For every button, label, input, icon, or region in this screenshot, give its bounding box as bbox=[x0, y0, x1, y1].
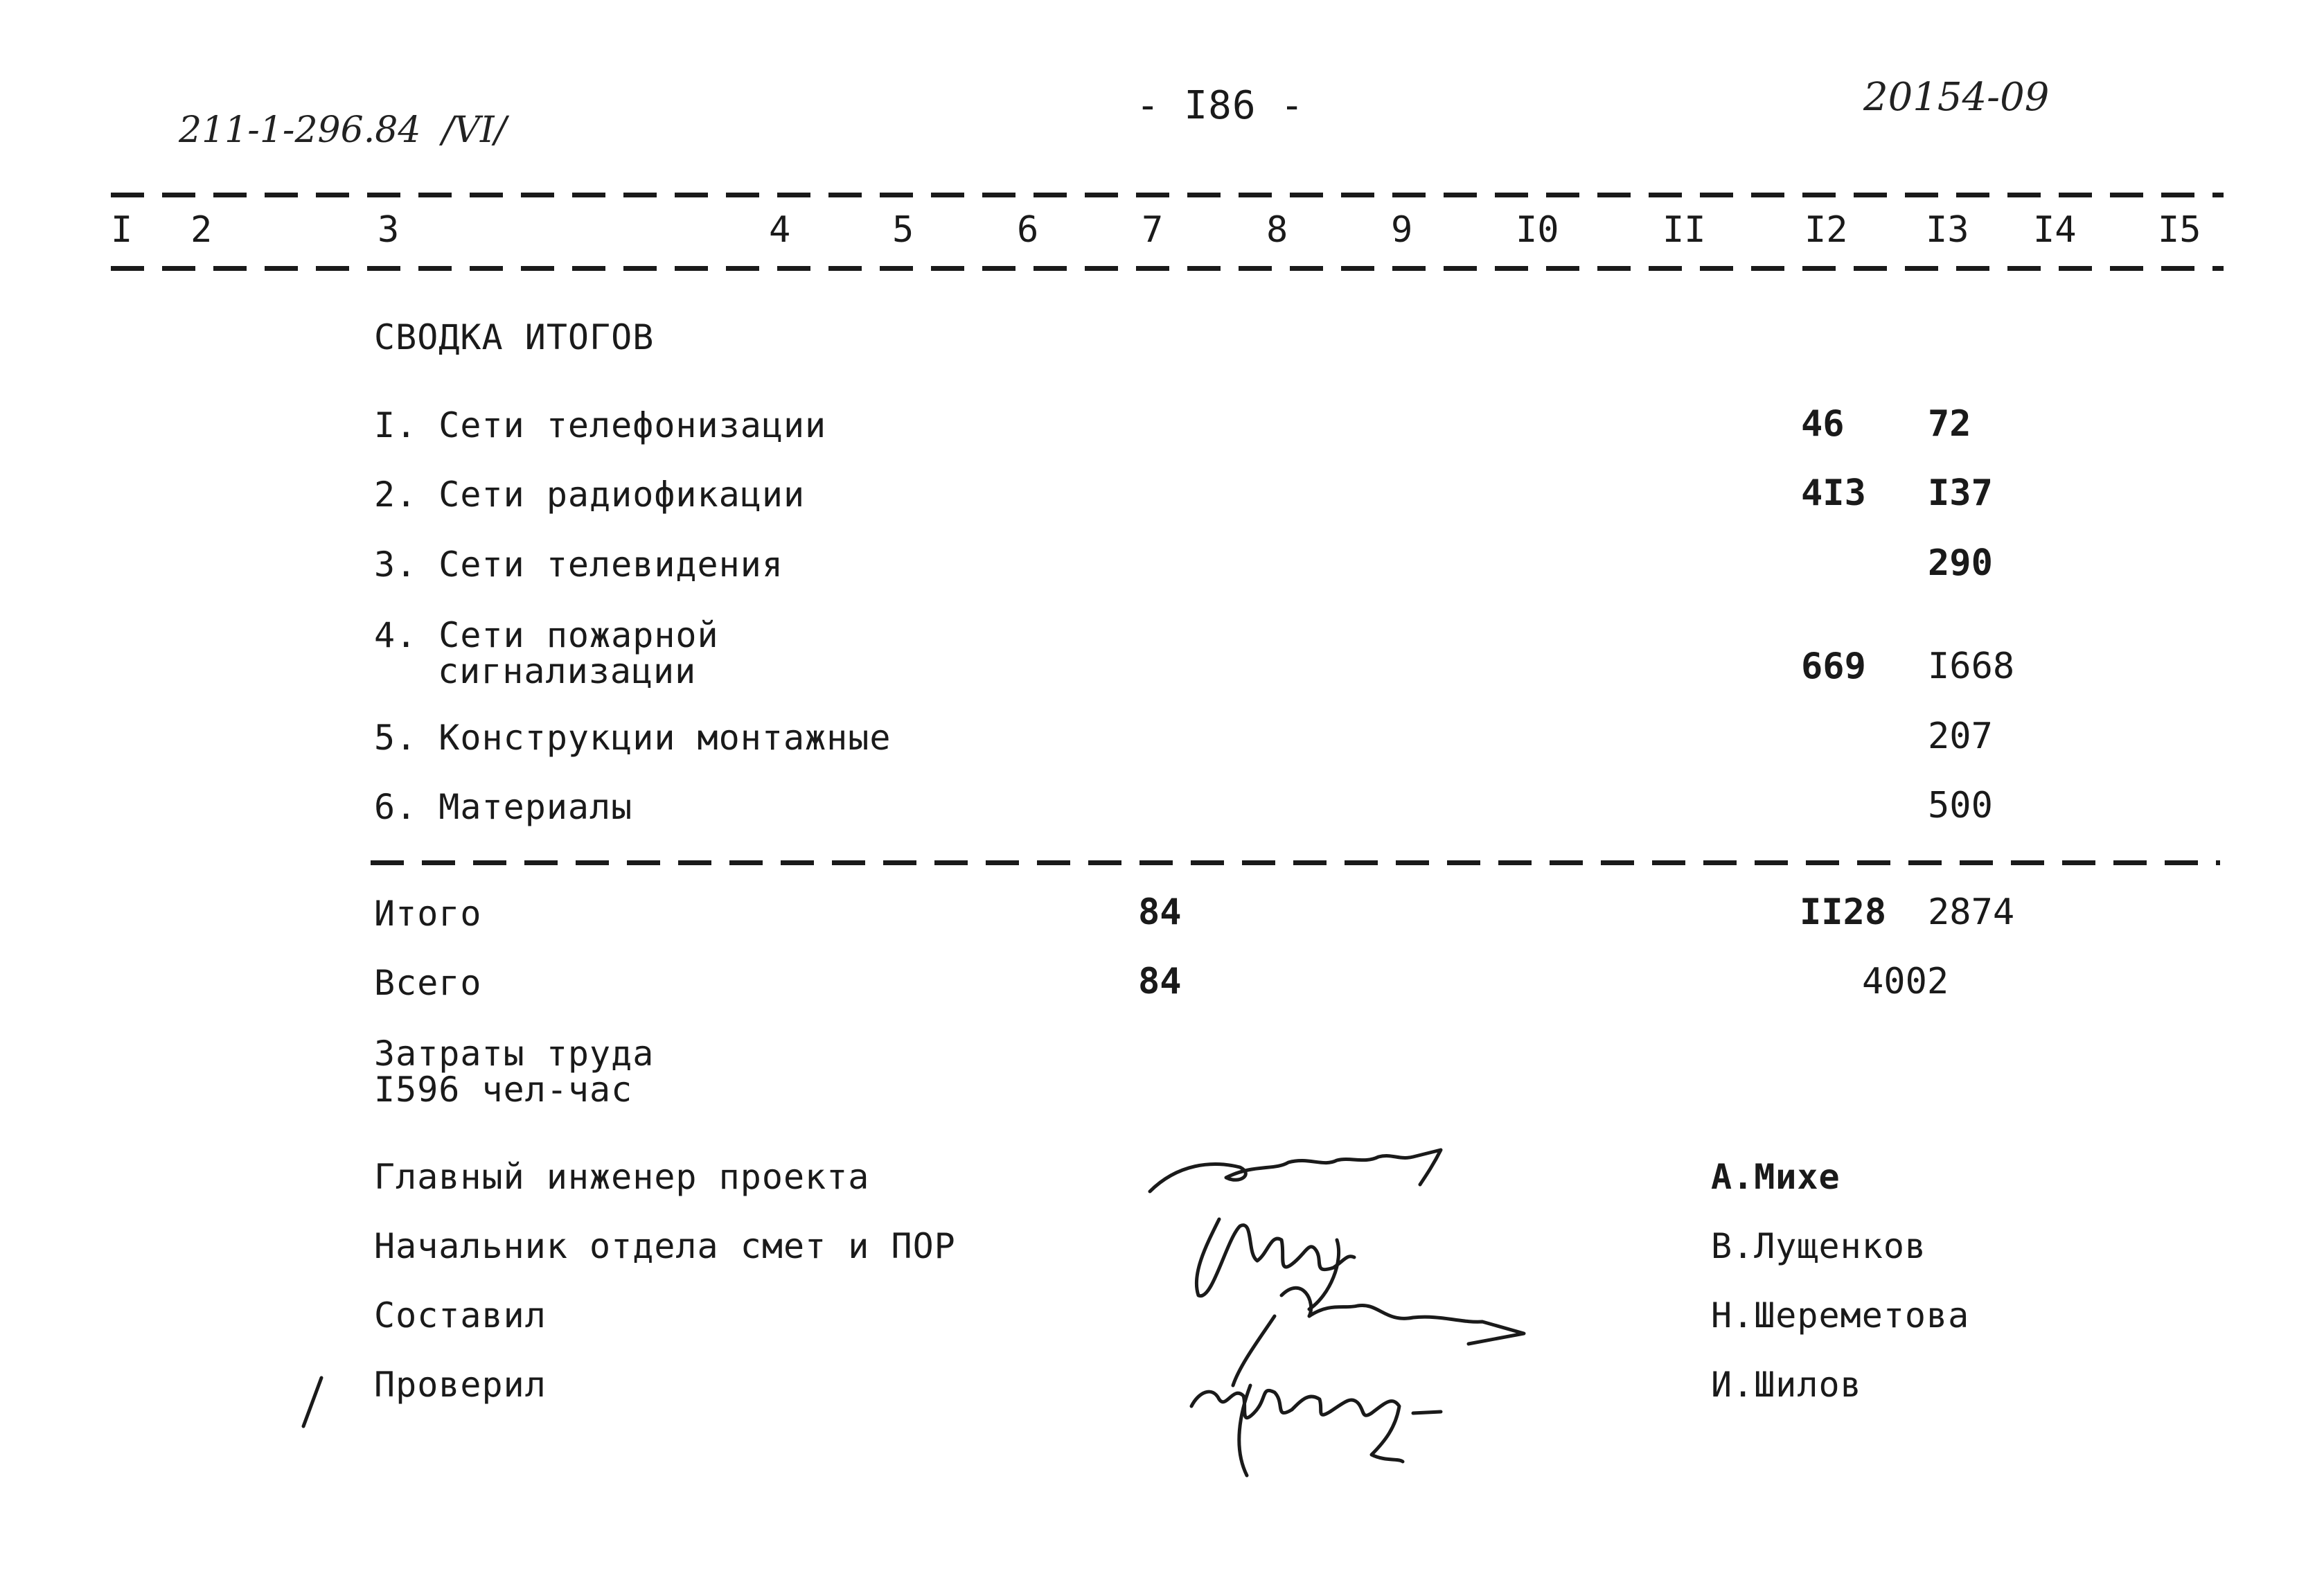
summary-item-col13: I668 bbox=[1928, 646, 2015, 687]
summary-item-label-continued: сигнализации bbox=[438, 651, 697, 691]
vsego-col7: 84 bbox=[1138, 961, 1182, 1002]
column-number-7: 7 bbox=[1142, 209, 1164, 251]
column-number-9: 9 bbox=[1391, 209, 1413, 251]
summary-item-label: 2. Сети радиофикации bbox=[374, 475, 806, 515]
signature-name: В.Лущенков bbox=[1711, 1226, 1927, 1266]
summary-item-label: I. Сети телефонизации bbox=[374, 405, 827, 445]
vsego-total: 4002 bbox=[1862, 961, 1949, 1002]
summary-item-col12: 4I3 bbox=[1801, 472, 1866, 514]
summary-item-col13: 500 bbox=[1928, 785, 1993, 826]
summary-item-label: 6. Материалы bbox=[374, 787, 633, 827]
column-number-3: 3 bbox=[378, 209, 400, 251]
itogo-col13: 2874 bbox=[1928, 892, 2015, 933]
signature-role: Проверил bbox=[374, 1365, 547, 1405]
column-number-13: I3 bbox=[1926, 209, 1969, 251]
itogo-label: Итого bbox=[374, 894, 482, 934]
summary-item-label: 3. Сети телевидения bbox=[374, 544, 783, 585]
signature-role: Начальник отдела смет и ПОР bbox=[374, 1226, 956, 1266]
column-number-8: 8 bbox=[1266, 209, 1288, 251]
itogo-col12: II28 bbox=[1800, 892, 1887, 933]
column-number-2: 2 bbox=[190, 209, 213, 251]
itogo-col7: 84 bbox=[1138, 892, 1182, 933]
column-number-6: 6 bbox=[1017, 209, 1039, 251]
vsego-label: Всего bbox=[374, 963, 482, 1003]
summary-item-col13: 290 bbox=[1928, 542, 1993, 584]
summary-item-col13: I37 bbox=[1928, 472, 1993, 514]
header-bottom-rule bbox=[111, 266, 2224, 271]
signature-role: Составил bbox=[374, 1295, 547, 1336]
column-number-12: I2 bbox=[1804, 209, 1848, 251]
summary-title: СВОДКА ИТОГОВ bbox=[374, 317, 655, 357]
column-number-11: II bbox=[1662, 209, 1706, 251]
labor-cost-line1: Затраты труда bbox=[374, 1034, 655, 1074]
totals-rule bbox=[371, 860, 2220, 865]
document-code-mark: /VI/ bbox=[441, 109, 507, 151]
check-mark bbox=[298, 1375, 326, 1430]
signature-name: А.Михе bbox=[1711, 1157, 1840, 1197]
summary-item-label: 4. Сети пожарной bbox=[374, 615, 719, 655]
column-number-10: I0 bbox=[1516, 209, 1559, 251]
archive-number: 20154-09 bbox=[1863, 75, 2050, 120]
summary-item-col13: 72 bbox=[1928, 403, 1971, 445]
column-number-15: I5 bbox=[2158, 209, 2201, 251]
summary-item-col13: 207 bbox=[1928, 716, 1993, 757]
signature-name: И.Шилов bbox=[1711, 1365, 1862, 1405]
column-number-1: I bbox=[111, 209, 133, 251]
column-number-5: 5 bbox=[892, 209, 914, 251]
summary-item-col12: 46 bbox=[1801, 403, 1845, 445]
summary-item-col12: 669 bbox=[1801, 646, 1866, 687]
signature-name: Н.Шереметова bbox=[1711, 1295, 1970, 1336]
header-top-rule bbox=[111, 193, 2224, 197]
document-code: 211-1-296.84 /VI/ bbox=[179, 109, 507, 151]
signature-role: Главный инженер проекта bbox=[374, 1157, 870, 1197]
page-number: - I86 - bbox=[1136, 83, 1305, 128]
summary-item-label: 5. Конструкции монтажные bbox=[374, 718, 892, 758]
column-number-14: I4 bbox=[2033, 209, 2077, 251]
labor-cost-line2: I596 чел-час bbox=[374, 1070, 633, 1110]
handwritten-signatures bbox=[1136, 1136, 1662, 1482]
column-number-4: 4 bbox=[769, 209, 791, 251]
